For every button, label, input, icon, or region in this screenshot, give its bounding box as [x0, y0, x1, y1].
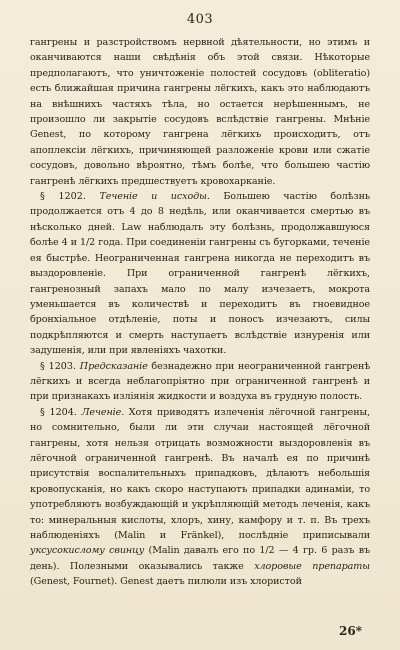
- section-1202: [30, 189, 370, 358]
- section-text-cont: (Malin давалъ его по: [144, 545, 260, 557]
- section-text: безнадежно при неограниченной гангренѣ лёгкихъ и всегда неблагопріятно при ограниченной гангренѣ и при признакахъ изліянія жидкости и воздуха въ грудную полость.: [30, 360, 371, 403]
- page-body: [30, 35, 370, 590]
- fraction-slash: /: [86, 237, 90, 249]
- section-1203: [30, 359, 370, 405]
- fraction-denominator: 2: [89, 237, 96, 249]
- remedy-lead-acetate: уксусокислому свинцу: [30, 545, 145, 557]
- dose-numerator: 1: [259, 545, 266, 557]
- section-number: § 1204.: [40, 406, 77, 418]
- section-text-cont: года. При соединеніи гангрены съ бугорками, теченіе ея быстрѣе. Неограниченная гангрена никогда не переходитъ въ выздоровленіе. При ограниченной гангренѣ лёгкихъ, гангренозный запахъ мало по малу изчезаетъ, мокрота уменьшается въ количествѣ и переходитъ въ гноевидное бронхіальное отдѣленіе, поты и поносъ изчезаютъ, силы подкрѣпляются и смерть наступаетъ вслѣдствіе изнуренія или задушенія, или при явленіяхъ чахотки.: [30, 237, 370, 357]
- section-number: § 1202.: [40, 191, 86, 203]
- signature-mark: 26*: [339, 624, 362, 638]
- section-text: Хотя приводятъ излеченія лёгочной гангрены, но сомнительно, были ли эти случаи настоящей лёгочной гангрены, хотя нельзя отрицать возможности выздоровленія въ лёгочной ограниченной гангренѣ. Въ началѣ ея по причинѣ присутствія воспалительныхъ припадковъ, дѣлаютъ небольшія кровопусканія, но какъ скоро наступаютъ припадки адинаміи, то употребляютъ возбуждающій и укрѣпляющій методъ леченія, какъ то: минеральныя кислоты, хлоръ, хину, камфору и т. п. Въ трехъ наблюденіяхъ (Malin и Fränkel), послѣдніе приписывали: [30, 406, 371, 541]
- section-title: Предсказаніе: [79, 360, 148, 372]
- section-number: § 1203.: [40, 360, 77, 372]
- section-text-cont: — 4 гр. 6 разъ въ день). Полезными оказывались также: [30, 545, 371, 572]
- page-number: 403: [186, 12, 214, 27]
- section-title: Леченіе.: [81, 406, 125, 418]
- dose-denominator: 2: [268, 545, 275, 557]
- dose-slash: /: [265, 545, 269, 557]
- section-text-end: (Genest, Fournet). Genest даетъ пилюли изъ хлористой: [30, 576, 302, 588]
- paragraph-intro: гангрены и разстройствомъ нервной дѣятельности, но этимъ и оканчиваются наши свѣдѣнія объ этой связи. Нѣкоторые предполагаютъ, что уничтоженіе полостей сосудовъ (obliteratio) есть ближайшая причина гангрены лёгкихъ, какъ это наблюдаютъ на внѣшнихъ частяхъ тѣла, но остается нерѣшеннымъ, не произошло ли закрытіе сосудовъ вслѣдствіе гангрены. Мнѣніе Genest, по которому гангрена лёгкихъ происходитъ, отъ апоплексіи лёгкихъ, причиняющей разложеніе крови или сжатіе сосудовъ, довольно вѣроятно, тѣмъ болѣе, что большею частію гангренѣ лёгкихъ предшествуетъ кровохарканіе.: [30, 37, 370, 187]
- remedy-chlorine: хлоровые препараты: [254, 560, 370, 572]
- section-text: Большею частію болѣзнь продолжается отъ 4 до 8 недѣль, или оканчивается смертью въ нѣсколько дней. Law наблюдалъ эту болѣзнь, продолжавшуюся болѣе 4 и 1: [30, 191, 371, 249]
- section-title: Теченіе и исходы.: [99, 191, 210, 203]
- section-1204: [30, 405, 370, 590]
